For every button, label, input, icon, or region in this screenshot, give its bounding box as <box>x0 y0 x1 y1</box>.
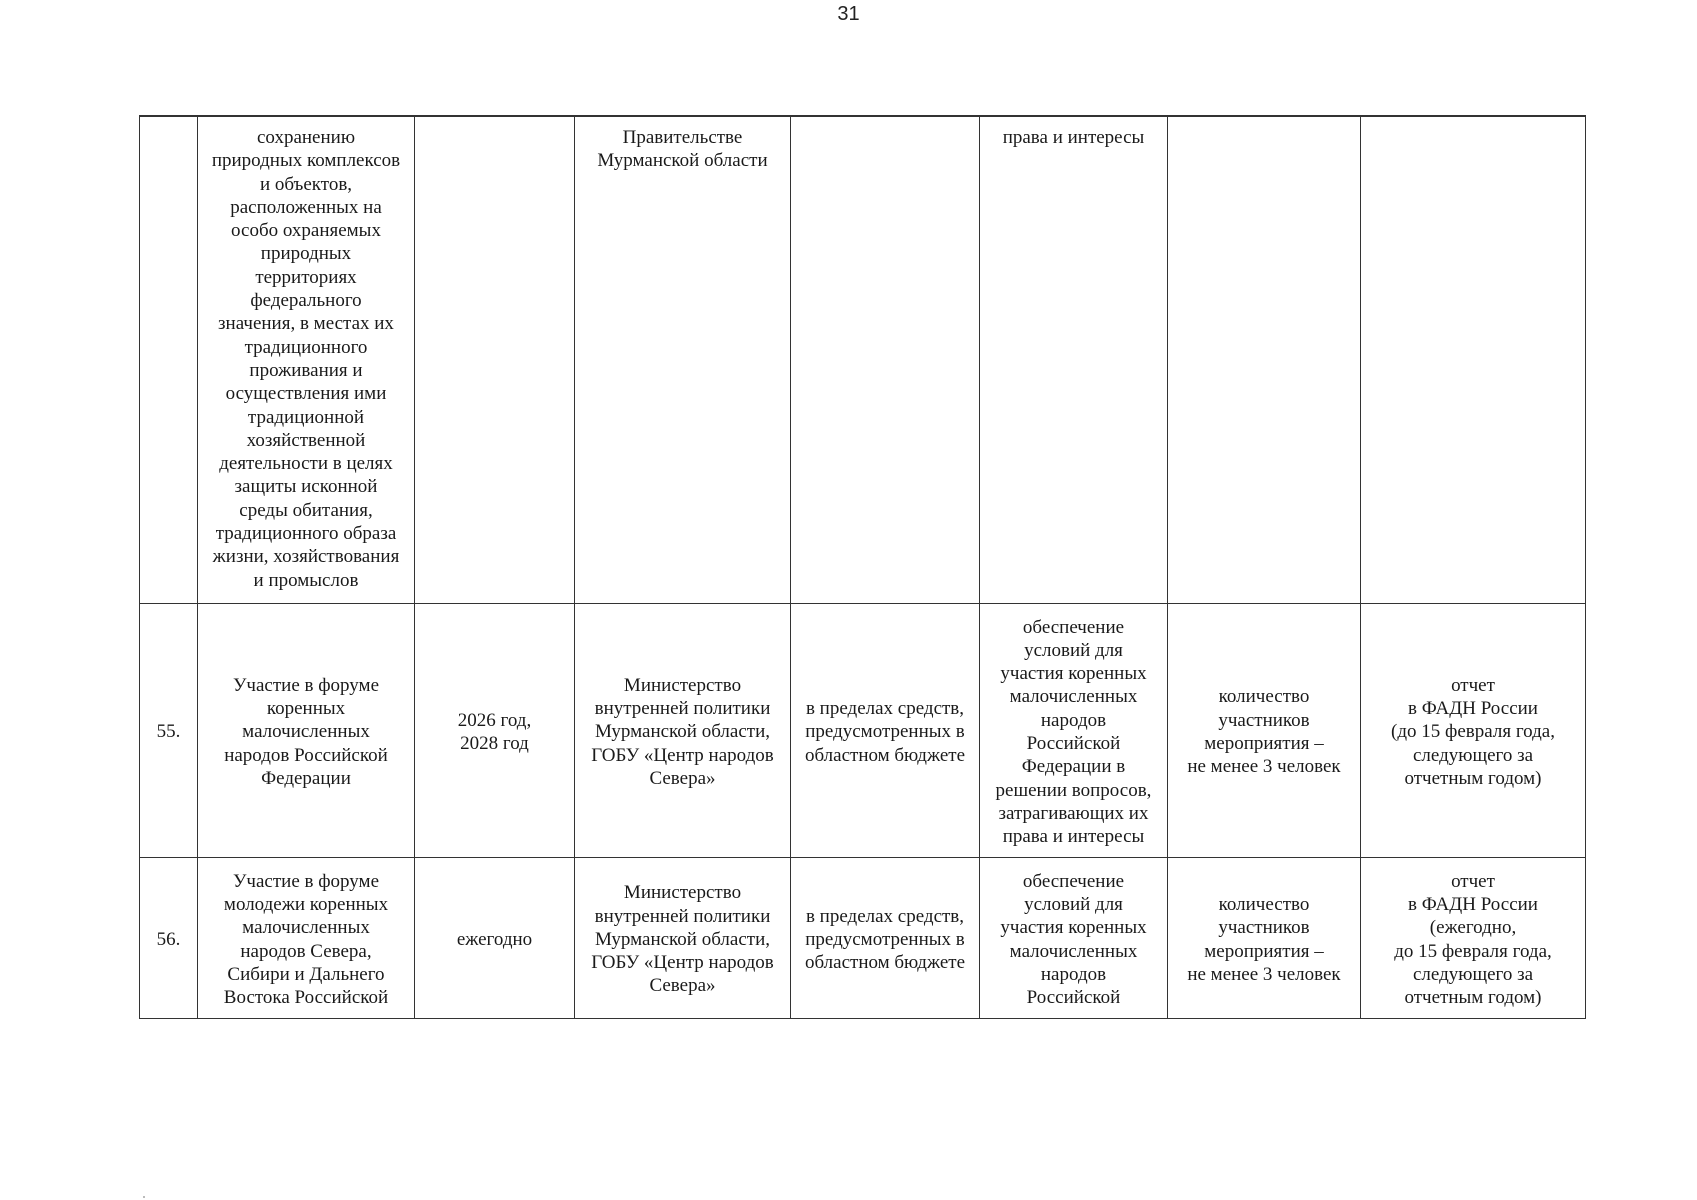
report-cell: отчет в ФАДН России (ежегодно, до 15 февраля года, следующего за отчетным годом) <box>1361 857 1586 1018</box>
page-number: 31 <box>837 3 860 25</box>
table-row <box>140 857 1586 1018</box>
scan-mark <box>143 1196 145 1198</box>
report-cell <box>1361 116 1586 603</box>
measures-table <box>139 115 1586 1019</box>
row-number-cell: 55. <box>140 603 198 857</box>
indicator-cell: количество участников мероприятия – не менее 3 человек <box>1168 857 1361 1018</box>
result-cell: обеспечение условий для участия коренных малочисленных народов Российской <box>980 857 1168 1018</box>
indicator-cell <box>1168 116 1361 603</box>
event-cell: Участие в форуме молодежи коренных малочисленных народов Севера, Сибири и Дальнего Востока Российской <box>198 857 415 1018</box>
funding-cell <box>791 116 980 603</box>
result-cell: права и интересы <box>980 116 1168 603</box>
term-cell <box>415 116 575 603</box>
event-cell: сохранению природных комплексов и объектов, расположенных на особо охраняемых природных территориях федерального значения, в местах их традиционного проживания и осуществления ими традиционной хозяйственной деятельности в целях защиты исконной среды обитания, традиционного образа жизни, хозяйствования и промыслов <box>198 116 415 603</box>
term-cell: ежегодно <box>415 857 575 1018</box>
table-row <box>140 116 1586 603</box>
executor-cell: Правительстве Мурманской области <box>575 116 791 603</box>
row-number-cell <box>140 116 198 603</box>
indicator-cell: количество участников мероприятия – не менее 3 человек <box>1168 603 1361 857</box>
funding-cell: в пределах средств, предусмотренных в областном бюджете <box>791 857 980 1018</box>
funding-cell: в пределах средств, предусмотренных в областном бюджете <box>791 603 980 857</box>
executor-cell: Министерство внутренней политики Мурманской области, ГОБУ «Центр народов Севера» <box>575 857 791 1018</box>
table-row <box>140 603 1586 857</box>
row-number-cell: 56. <box>140 857 198 1018</box>
report-cell: отчет в ФАДН России (до 15 февраля года, следующего за отчетным годом) <box>1361 603 1586 857</box>
event-cell: Участие в форуме коренных малочисленных народов Российской Федерации <box>198 603 415 857</box>
executor-cell: Министерство внутренней политики Мурманской области, ГОБУ «Центр народов Севера» <box>575 603 791 857</box>
term-cell: 2026 год, 2028 год <box>415 603 575 857</box>
result-cell: обеспечение условий для участия коренных малочисленных народов Российской Федерации в решении вопросов, затрагивающих их права и интересы <box>980 603 1168 857</box>
